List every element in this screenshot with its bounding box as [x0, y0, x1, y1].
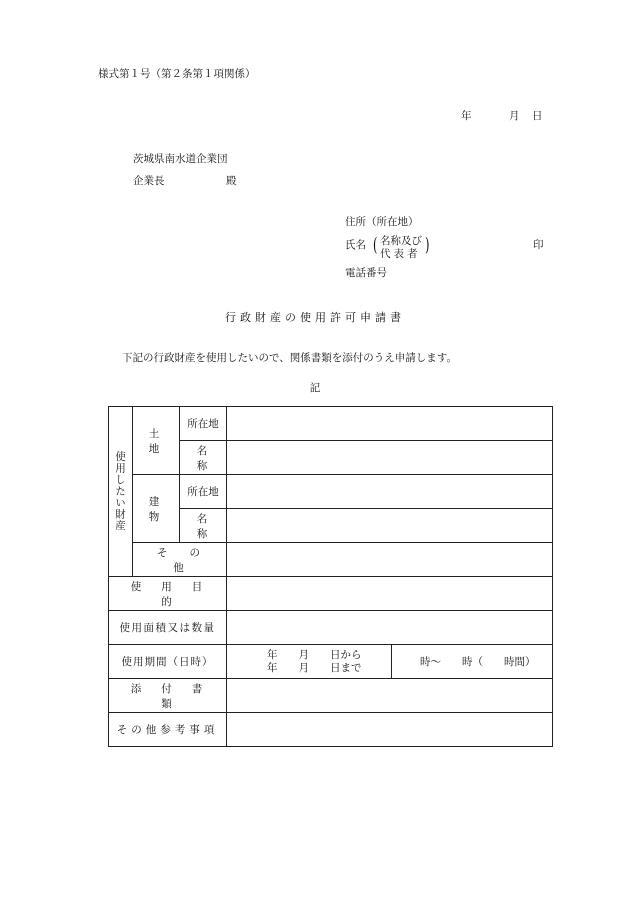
date-year: 年	[461, 110, 472, 122]
form-number: 様式第１号（第２条第１項関係）	[98, 68, 256, 80]
property-group-label: 使用したい財産	[109, 407, 133, 577]
period-dates[interactable]	[227, 645, 392, 679]
period-from: 年 月 日から	[267, 649, 362, 662]
name-bracket-left: (	[373, 234, 378, 256]
land-location-field[interactable]	[227, 407, 553, 441]
name-sub-line2: 代表者	[380, 248, 421, 260]
building-location-label: 所在地	[180, 475, 227, 509]
attachments-field[interactable]	[227, 679, 553, 713]
name-sub-line1: 名称及び	[380, 235, 422, 247]
document-title: 行政財産の使用許可申請書	[225, 311, 405, 324]
land-label: 土地	[133, 407, 180, 475]
name-label: 氏名	[345, 239, 366, 251]
remarks-label: その他参考事項	[109, 713, 227, 747]
table-row	[109, 577, 553, 611]
building-name-field[interactable]	[227, 509, 553, 543]
land-location-label: 所在地	[180, 407, 227, 441]
building-name-label: 名称	[180, 509, 227, 543]
document-body: 下記の行政財産を使用したいので、関係書類を添付のうえ申請します。	[122, 352, 457, 364]
date-line	[0, 111, 630, 123]
ki-heading: 記	[309, 382, 321, 394]
purpose-label: 使用目的	[109, 577, 227, 611]
phone-label: 電話番号	[345, 267, 387, 279]
land-name-field[interactable]	[227, 441, 553, 475]
table-row	[109, 475, 553, 509]
name-bracket-right: )	[425, 234, 430, 256]
recipient-org: 茨城県南水道企業団	[133, 153, 228, 165]
remarks-field[interactable]	[227, 713, 553, 747]
area-field[interactable]	[227, 611, 553, 645]
land-name-label: 名称	[180, 441, 227, 475]
table-row	[109, 407, 553, 441]
recipient-honorific: 殿	[226, 175, 237, 187]
date-day: 日	[532, 110, 543, 122]
building-location-field[interactable]	[227, 475, 553, 509]
period-to: 年 月 日まで	[267, 661, 362, 674]
attachments-label: 添付書類	[109, 679, 227, 713]
date-month: 月	[509, 110, 520, 122]
address-label: 住所（所在地）	[345, 216, 419, 228]
other-field[interactable]	[227, 543, 553, 577]
recipient-title: 企業長	[133, 175, 165, 187]
table-row	[109, 645, 553, 679]
area-label: 使用面積又は数量	[109, 611, 227, 645]
table-row	[109, 611, 553, 645]
application-table	[108, 406, 553, 747]
table-row	[109, 679, 553, 713]
other-label: その他	[133, 543, 227, 577]
seal-mark: 印	[533, 239, 544, 251]
period-label: 使用期間（日時）	[109, 645, 227, 679]
purpose-field[interactable]	[227, 577, 553, 611]
table-row	[109, 713, 553, 747]
period-time[interactable]: 時～ 時（ 時間）	[392, 645, 553, 679]
table-row	[109, 543, 553, 577]
building-label: 建物	[133, 475, 180, 543]
